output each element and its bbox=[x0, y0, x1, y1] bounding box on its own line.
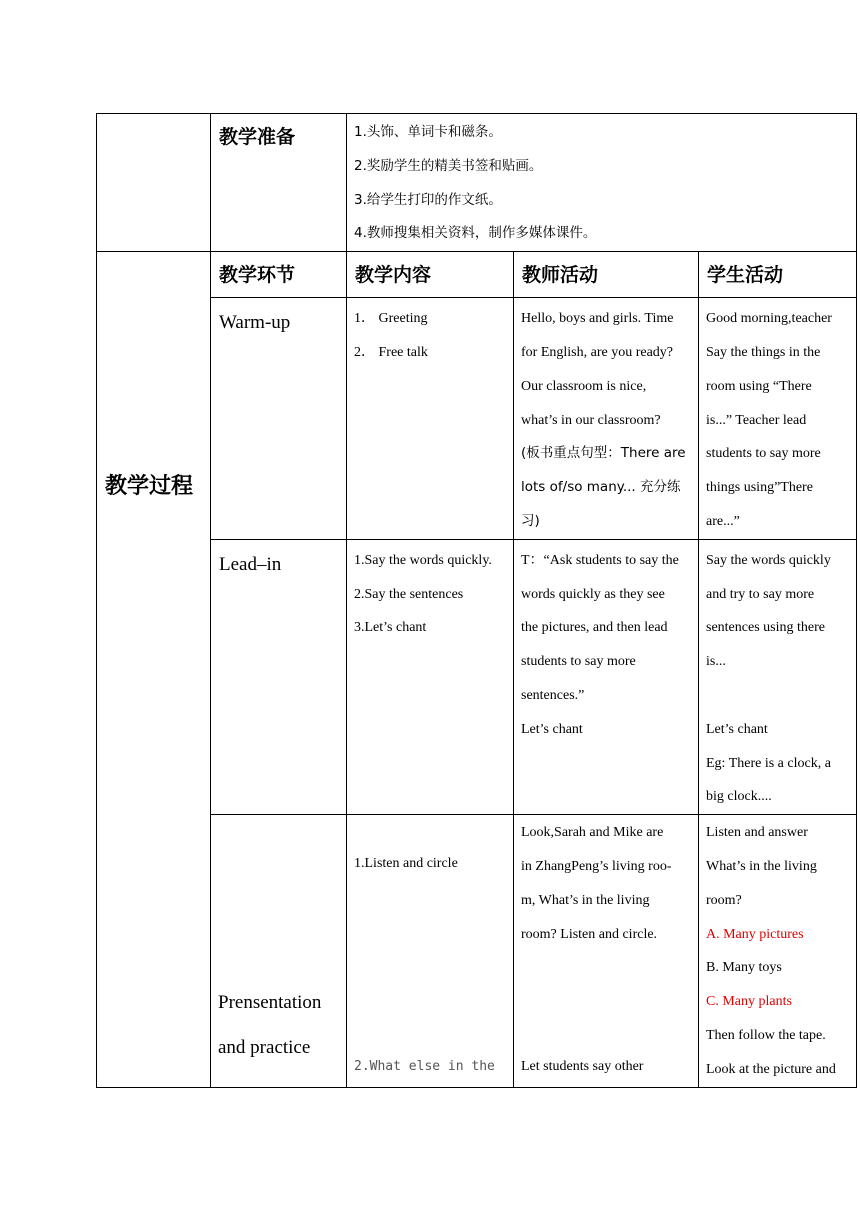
stage-line: and practice bbox=[218, 1037, 311, 1059]
student-line: What’s in the living bbox=[706, 858, 817, 874]
student-line: Listen and answer bbox=[706, 825, 808, 841]
student-line: Say the things in the bbox=[706, 344, 821, 360]
student-line: things using”There bbox=[706, 480, 813, 496]
student-presentation bbox=[699, 815, 857, 1087]
stage-leadin: Lead–in bbox=[211, 539, 347, 814]
content-line: 2.Say the sentences bbox=[354, 586, 464, 602]
header-stage: 教学环节 bbox=[211, 252, 347, 298]
content-warmup bbox=[347, 298, 514, 540]
answer-option-a: A. Many pictures bbox=[706, 926, 804, 942]
teacher-line: words quickly as they see bbox=[521, 586, 665, 602]
header-content: 教学内容 bbox=[347, 252, 514, 298]
teacher-line: m, What’s in the living bbox=[521, 892, 650, 908]
teacher-line: Look,Sarah and Mike are bbox=[521, 825, 664, 841]
prep-item: 3.给学生打印的作文纸。 bbox=[354, 191, 502, 208]
teacher-line: for English, are you ready? bbox=[521, 344, 673, 360]
content-leadin bbox=[347, 539, 514, 814]
teacher-line: 习) bbox=[521, 512, 540, 529]
student-line: Then follow the tape. bbox=[706, 1027, 826, 1043]
header-teacher: 教师活动 bbox=[514, 252, 699, 298]
stage-presentation bbox=[211, 815, 347, 1087]
student-line: and try to say more bbox=[706, 586, 815, 602]
student-line: room using “There bbox=[706, 378, 812, 394]
prep-item: 1.头饰、单词卡和磁条。 bbox=[354, 124, 502, 140]
process-label-cell bbox=[97, 252, 211, 1087]
content-line: 2.What else in the bbox=[354, 1059, 495, 1075]
teacher-line: sentences.” bbox=[521, 687, 585, 703]
teacher-line: what’s in our classroom? bbox=[521, 412, 661, 428]
student-line: are...” bbox=[706, 513, 740, 529]
content-line: 1． Greeting bbox=[354, 311, 428, 327]
teacher-line: lots of/so many... 充分练 bbox=[521, 479, 681, 496]
teacher-leadin bbox=[514, 539, 699, 814]
header-student: 学生活动 bbox=[699, 252, 857, 298]
student-line: Look at the picture and bbox=[706, 1061, 836, 1077]
process-label: 教学过程 bbox=[105, 474, 194, 500]
lesson-plan-table bbox=[96, 113, 857, 1088]
student-line: is... bbox=[706, 654, 726, 670]
student-warmup bbox=[699, 298, 857, 540]
stage-warmup: Warm-up bbox=[211, 298, 347, 540]
student-line: students to say more bbox=[706, 446, 821, 462]
teacher-line: the pictures, and then lead bbox=[521, 620, 668, 636]
student-line: is...” Teacher lead bbox=[706, 412, 807, 428]
student-line: Good morning,teacher bbox=[706, 311, 832, 327]
teacher-line: Hello, boys and girls. Time bbox=[521, 311, 674, 327]
content-line: 1.Listen and circle bbox=[354, 856, 458, 872]
teacher-warmup bbox=[514, 298, 699, 540]
prep-item: 4.教师搜集相关资料，制作多媒体课件。 bbox=[354, 225, 597, 242]
teacher-line: in ZhangPeng’s living roo- bbox=[521, 858, 672, 874]
content-presentation bbox=[347, 815, 514, 1087]
teacher-line: Our classroom is nice, bbox=[521, 378, 647, 394]
prep-item: 2.奖励学生的精美书签和贴画。 bbox=[354, 157, 543, 174]
content-line: 2． Free talk bbox=[354, 344, 428, 360]
student-line: big clock.... bbox=[706, 789, 772, 805]
student-line bbox=[706, 679, 850, 713]
content-line: 3.Let’s chant bbox=[354, 620, 427, 636]
teacher-line: Let’s chant bbox=[521, 721, 583, 737]
student-line: Eg: There is a clock, a bbox=[706, 755, 831, 771]
student-line: room? bbox=[706, 892, 742, 908]
student-leadin bbox=[699, 539, 857, 814]
teacher-line: Let students say other bbox=[521, 1059, 644, 1075]
teacher-line: students to say more bbox=[521, 654, 636, 670]
teacher-line: T：“Ask students to say the bbox=[521, 552, 679, 568]
content-line: 1.Say the words quickly. bbox=[354, 552, 492, 568]
answer-option-b: B. Many toys bbox=[706, 960, 782, 976]
student-line: sentences using there bbox=[706, 620, 825, 636]
student-line: Say the words quickly bbox=[706, 552, 831, 568]
prep-label: 教学准备 bbox=[211, 114, 347, 252]
teacher-line: room? Listen and circle. bbox=[521, 926, 658, 942]
blank-cell bbox=[97, 114, 211, 252]
teacher-presentation bbox=[514, 815, 699, 1087]
teacher-line: (板书重点句型：There are bbox=[521, 445, 686, 462]
answer-option-c: C. Many plants bbox=[706, 994, 792, 1010]
prep-items bbox=[347, 114, 857, 252]
stage-line: Prensentation bbox=[218, 992, 322, 1014]
student-line: Let’s chant bbox=[706, 721, 768, 737]
